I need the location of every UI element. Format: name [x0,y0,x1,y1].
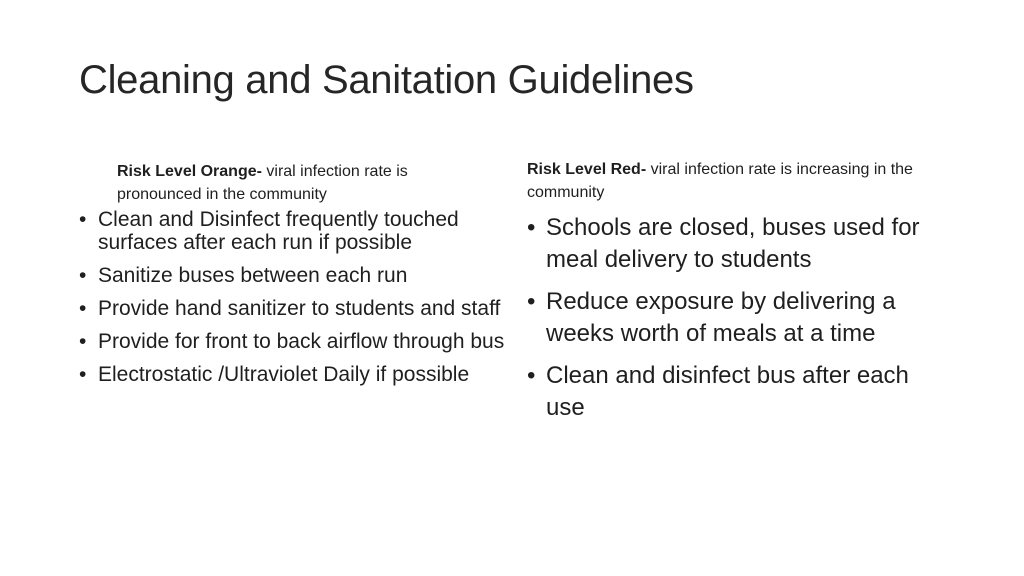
bullet-icon: • [527,214,536,241]
list-item-text: Sanitize buses between each run [98,264,408,287]
bullet-icon: • [79,297,87,320]
list-item-text: Reduce exposure by delivering a weeks worth of meals at a time [546,288,896,347]
orange-risk-description: viral infection rate is pronounced in the community [117,163,408,203]
list-item-text: Clean and Disinfect frequently touched surfaces after each run if possible [98,208,459,254]
red-risk-heading [527,158,947,204]
list-item [79,297,508,320]
bullet-icon: • [79,208,87,231]
list-item [527,212,951,276]
list-item-text: Electrostatic /Ultraviolet Daily if possible [98,363,470,386]
list-item [79,330,508,353]
orange-risk-label: Risk Level Orange- [117,163,262,180]
list-item [79,264,508,287]
bullet-icon: • [527,288,536,315]
list-item-text: Provide hand sanitizer to students and staff [98,297,501,320]
red-guideline-list [527,212,957,424]
red-risk-label: Risk Level Red- [527,161,647,178]
list-item [527,360,951,424]
list-item [527,286,951,350]
bullet-icon: • [527,362,536,389]
bullet-icon: • [79,264,87,287]
slide-title: Cleaning and Sanitation Guidelines [79,58,694,102]
bullet-icon: • [79,330,87,353]
orange-risk-heading [117,160,477,206]
bullet-icon: • [79,363,87,386]
list-item-text: Schools are closed, buses used for meal delivery to students [546,214,920,273]
left-column-orange [79,160,505,396]
list-item-text: Clean and disinfect bus after each use [546,362,909,421]
list-item-text: Provide for front to back airflow through bus [98,330,505,353]
right-column-red [527,158,957,434]
orange-guideline-list [79,208,505,386]
list-item [79,363,508,386]
list-item [79,208,508,254]
red-risk-description: viral infection rate is increasing in the community [527,161,913,201]
